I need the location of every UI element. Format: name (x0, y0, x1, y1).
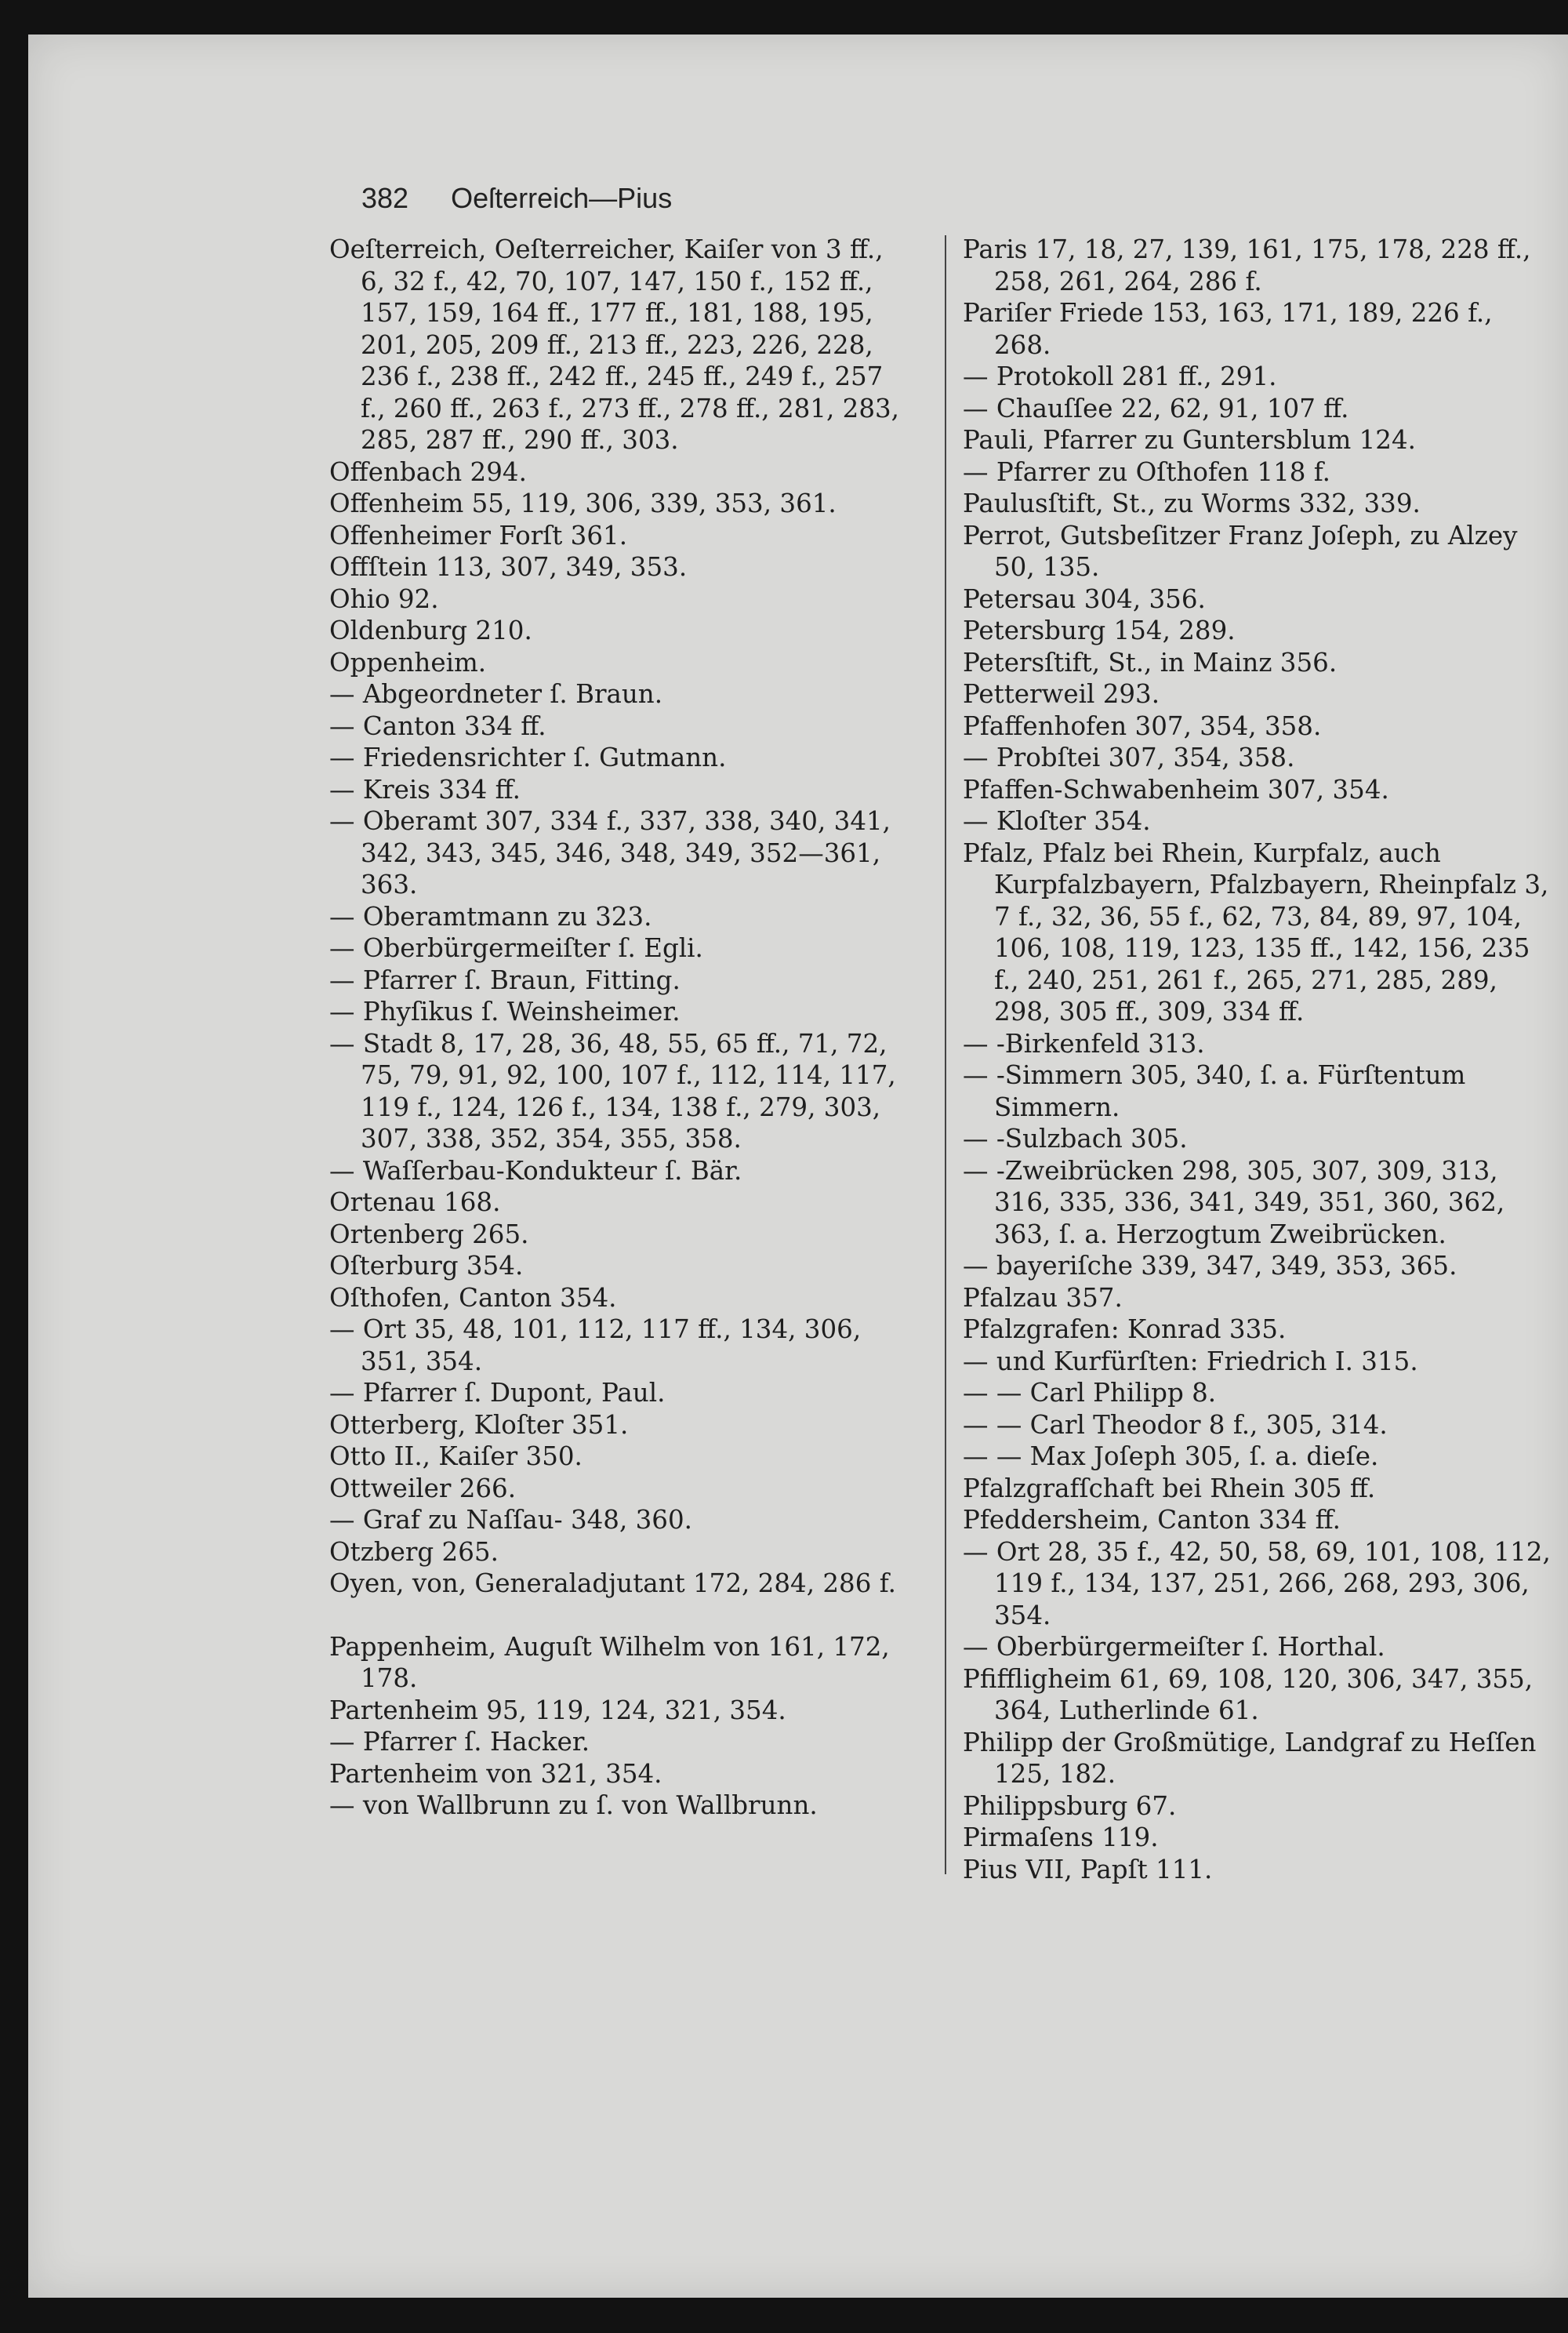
index-entry: Oyen, von, Generaladjutant 172, 284, 286 f. (329, 1568, 896, 1598)
index-entry: — Abgeordneter ſ. Braun. (329, 679, 663, 709)
section-gap (329, 1600, 909, 1631)
index-entry: — Kloſter 354. (963, 806, 1151, 836)
index-entry: Pfalzgrafen: Konrad 335. (963, 1314, 1287, 1344)
index-entry: Perrot, Gutsbeſitzer Franz Joſeph, zu Alzey 50, 135. (963, 520, 1518, 582)
running-title: Oeſterreich—Pius (451, 182, 673, 214)
index-entry: — Protokoll 281 ff., 291. (963, 362, 1277, 391)
index-entry: — — Carl Theodor 8 f., 305, 314. (963, 1409, 1388, 1440)
index-entry: — Chauſſee 22, 62, 91, 107 ff. (963, 393, 1349, 423)
index-entry: — Pfarrer ſ. Dupont, Paul. (329, 1378, 666, 1408)
index-entry: Otterberg, Kloſter 351. (329, 1409, 629, 1440)
index-entry: Pauli, Pfarrer zu Guntersblum 124. (963, 425, 1416, 455)
index-entry: Ohio 92. (329, 583, 439, 614)
index-entry: Petersau 304, 356. (963, 583, 1206, 614)
index-entry: Pfiffligheim 61, 69, 108, 120, 306, 347, 355, 364, Lutherlinde 61. (963, 1663, 1534, 1725)
index-entry: Pfaffen-Schwabenheim 307, 354. (963, 774, 1389, 805)
index-entry: Oldenburg 210. (329, 616, 532, 645)
index-entry: Paris 17, 18, 27, 139, 161, 175, 178, 228 ff., 258, 261, 264, 286 f. (963, 234, 1531, 296)
column-divider (945, 235, 946, 1874)
index-entry: — Oberamtmann zu 323. (329, 901, 652, 932)
index-entry: — Oberamt 307, 334 f., 337, 338, 340, 341, 342, 343, 345, 346, 348, 349, 352—361, 363. (329, 806, 891, 899)
index-entry: Ortenau 168. (329, 1187, 501, 1217)
index-entry: — Stadt 8, 17, 28, 36, 48, 55, 65 ff., 71, 72, 75, 79, 91, 92, 100, 107 f., 112, 114, 117, 119 f., 124, 126 f., 134, 138 f., 279, 303, 307, 338, 352, 354, 355, 358. (329, 1028, 896, 1154)
index-entry: Petersburg 154, 289. (963, 616, 1236, 645)
index-entry: Partenheim von 321, 354. (329, 1758, 662, 1789)
index-entry: Pirmaſens 119. (963, 1822, 1159, 1852)
index-entry: — Probſtei 307, 354, 358. (963, 743, 1295, 772)
index-entry: Pfalzgrafſchaft bei Rhein 305 ff. (963, 1473, 1376, 1503)
index-entry: — von Wallbrunn zu ſ. von Wallbrunn. (329, 1790, 818, 1820)
index-entry: Pfaffenhofen 307, 354, 358. (963, 710, 1322, 741)
index-entry: — Canton 334 ff. (329, 710, 546, 741)
index-entry: — — Carl Philipp 8. (963, 1378, 1217, 1408)
index-entry: Offenheimer Forſt 361. (329, 520, 628, 551)
index-entry: Pfalzau 357. (963, 1282, 1123, 1313)
index-entry: Philippsburg 67. (963, 1790, 1177, 1821)
index-entry: Petterweil 293. (963, 679, 1160, 709)
index-entry: Pariſer Friede 153, 163, 171, 189, 226 f., 268. (963, 298, 1493, 360)
index-entry: Pius VII, Papſt 111. (963, 1854, 1213, 1884)
index-entry: — Ort 35, 48, 101, 112, 117 ff., 134, 306, 351, 354. (329, 1314, 862, 1376)
index-entry: Oſterburg 354. (329, 1251, 524, 1281)
index-entry: Otto II., Kaiſer 350. (329, 1441, 583, 1471)
index-entry: — -Birkenfeld 313. (963, 1028, 1205, 1059)
index-entry: — -Simmern 305, 340, ſ. a. Fürſtentum Simmern. (963, 1060, 1466, 1122)
index-entry: — Graf zu Naſſau- 348, 360. (329, 1505, 692, 1535)
index-entry: — Friedensrichter ſ. Gutmann. (329, 743, 727, 772)
index-entry: — Kreis 334 ff. (329, 774, 521, 805)
index-entry: Philipp der Großmütige, Landgraf zu Heſſen 125, 182. (963, 1727, 1537, 1789)
index-entry: — Phyſikus ſ. Weinsheimer. (329, 997, 681, 1027)
index-entry: — Oberbürgermeiſter ſ. Horthal. (963, 1632, 1385, 1662)
index-entry: Paulusſtift, St., zu Worms 332, 339. (963, 489, 1421, 518)
index-entry: — Pfarrer ſ. Braun, Fitting. (329, 965, 681, 995)
index-entry: — und Kurfürſten: Friedrich I. 315. (963, 1346, 1418, 1376)
index-entry: — Pfarrer ſ. Hacker. (329, 1727, 590, 1757)
index-entry: — -Sulzbach 305. (963, 1124, 1188, 1154)
index-entry: — Ort 28, 35 f., 42, 50, 58, 69, 101, 108, 112, 119 f., 134, 137, 251, 266, 268, 293, 306, 354. (963, 1536, 1551, 1630)
index-entry: Pappenheim, Auguſt Wilhelm von 161, 172, 178. (329, 1631, 890, 1693)
index-entry: Oeſterreich, Oeſterreicher, Kaiſer von 3 ff., 6, 32 f., 42, 70, 107, 147, 150 f., 152 ff., 157, 159, 164 ff., 177 ff., 181, 188, 195, 201, 205, 209 ff., 213 ff., 223, 226, 228, 236 f., 238 ff., 242 ff., 245 ff., 249 f., 257 f., 260 ff., 263 f., 273 ff., 278 ff., 281, 283, 285, 287 ff., 290 ff., 303. (329, 234, 900, 455)
index-entry: Pfeddersheim, Canton 334 ff. (963, 1505, 1341, 1535)
index-entry: Otzberg 265. (329, 1536, 499, 1567)
index-entry: Partenheim 95, 119, 124, 321, 354. (329, 1695, 786, 1725)
index-entry: Offenheim 55, 119, 306, 339, 353, 361. (329, 489, 837, 518)
index-entry: — Waſſerbau-Kondukteur ſ. Bär. (329, 1155, 742, 1186)
page-header (361, 182, 672, 215)
page-number: 382 (361, 182, 409, 214)
index-entry: Ortenberg 265. (329, 1219, 529, 1249)
index-entry: — — Max Joſeph 305, ſ. a. dieſe. (963, 1441, 1379, 1471)
index-entry: — Pfarrer zu Oſthofen 118 f. (963, 456, 1330, 487)
index-entry: — Oberbürgermeiſter ſ. Egli. (329, 933, 703, 963)
index-entry: — -Zweibrücken 298, 305, 307, 309, 313, 316, 335, 336, 341, 349, 351, 360, 362, 363, ſ. a. Herzogtum Zweibrücken. (963, 1155, 1505, 1249)
index-entry: Offſtein 113, 307, 349, 353. (329, 552, 688, 582)
index-entry: Pfalz, Pfalz bei Rhein, Kurpfalz, auch Kurpfalzbayern, Pfalzbayern, Rheinpfalz 3, 7 f., 32, 36, 55 f., 62, 73, 84, 89, 97, 104, 106, 108, 119, 123, 135 ff., 142, 156, 235 f., 240, 251, 261 f., 265, 271, 285, 289, 298, 305 ff., 309, 334 ff. (963, 838, 1549, 1027)
index-entry: Offenbach 294. (329, 456, 527, 487)
index-entry: Oppenheim. (329, 647, 487, 678)
index-column-left (329, 234, 909, 1822)
index-entry: Petersſtift, St., in Mainz 356. (963, 647, 1338, 678)
index-entry: — bayeriſche 339, 347, 349, 353, 365. (963, 1251, 1457, 1281)
index-column-right (963, 234, 1552, 1885)
index-entry: Oſthofen, Canton 354. (329, 1282, 617, 1313)
index-entry: Ottweiler 266. (329, 1473, 517, 1503)
